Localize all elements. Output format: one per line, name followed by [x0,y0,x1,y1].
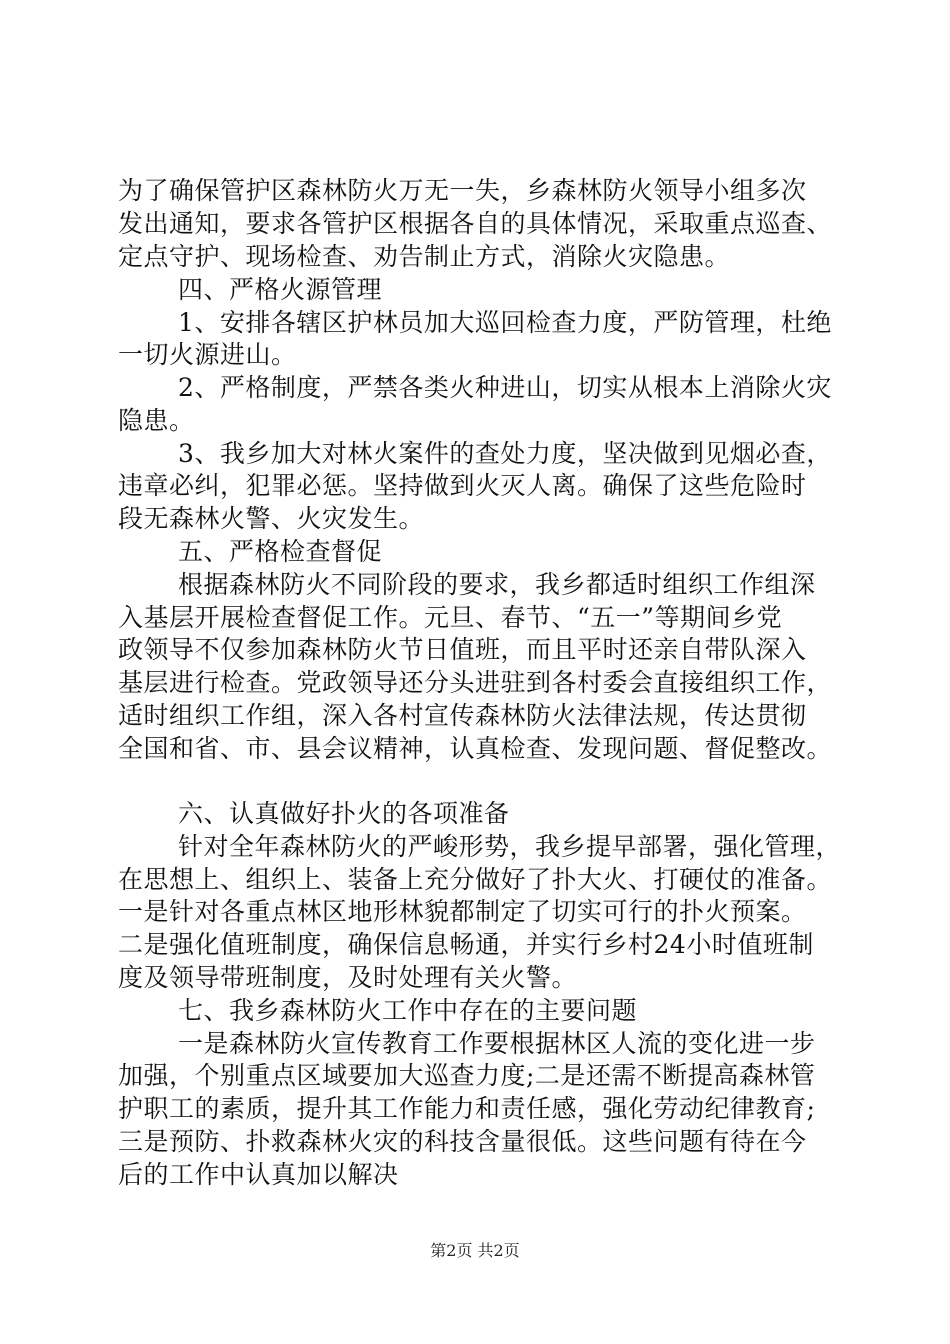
paragraph-line: 2、严格制度，严禁各类火种进山，切实从根本上消除火灾 [178,373,832,402]
paragraph-line: 定点守护、现场检查、劝告制止方式，消除火灾隐患。 [118,242,731,271]
paragraph-line: 度及领导带班制度，及时处理有关火警。 [118,963,578,992]
paragraph-line: 为了确保管护区森林防火万无一失，乡森林防火领导小组多次 [118,176,807,205]
paragraph-line: 1、安排各辖区护林员加大巡回检查力度，严防管理，杜绝 [178,308,832,337]
paragraph-line: 护职工的素质，提升其工作能力和责任感，强化劳动纪律教育; [118,1094,816,1123]
paragraph-line: 三是预防、扑救森林火灾的科技含量很低。这些问题有待在今 [118,1127,807,1156]
paragraph-line: 根据森林防火不同阶段的要求，我乡都适时组织工作组深 [178,570,816,599]
section-heading: 五、严格检查督促 [178,537,383,566]
paragraph-line: 隐患。 [118,406,195,435]
page-footer: 第2页 共2页 [430,1241,520,1260]
paragraph-line: 全国和省、市、县会议精神，认真检查、发现问题、督促整改。 [118,734,833,763]
paragraph-line: 二是强化值班制度，确保信息畅通，并实行乡村24小时值班制 [118,930,814,959]
paragraph-line: 3、我乡加大对林火案件的查处力度，坚决做到见烟必查， [178,439,832,468]
paragraph-line: 基层进行检查。党政领导还分头进驻到各村委会直接组织工作， [118,668,833,697]
section-heading: 四、严格火源管理 [178,275,383,304]
paragraph-line: 段无森林火警、火灾发生。 [118,504,425,533]
paragraph-line: 适时组织工作组，深入各村宣传森林防火法律法规，传达贯彻 [118,701,807,730]
paragraph-line: 加强，个别重点区域要加大巡查力度;二是还需不断提高森林管 [118,1061,816,1090]
paragraph-line: 一是森林防火宣传教育工作要根据林区人流的变化进一步 [178,1029,816,1058]
paragraph-line: 违章必纠，犯罪必惩。坚持做到火灭人离。确保了这些危险时 [118,471,807,500]
paragraph-line: 后的工作中认真加以解决 [118,1160,399,1189]
paragraph-line: 一切火源进山。 [118,340,297,369]
paragraph-line: 一是针对各重点林区地形林貌都制定了切实可行的扑火预案。 [118,897,807,926]
section-heading: 七、我乡森林防火工作中存在的主要问题 [178,996,638,1025]
section-heading: 六、认真做好扑火的各项准备 [178,799,510,828]
paragraph-line: 入基层开展检查督促工作。元旦、春节、“五一”等期间乡党 [118,603,783,632]
paragraph-line: 针对全年森林防火的严峻形势，我乡提早部署，强化管理， [178,832,842,861]
paragraph-line: 发出通知，要求各管护区根据各自的具体情况，采取重点巡查、 [118,209,833,238]
paragraph-line: 在思想上、组织上、装备上充分做好了扑大火、打硬仗的准备。 [118,865,833,894]
paragraph-line: 政领导不仅参加森林防火节日值班，而且平时还亲自带队深入 [118,635,807,664]
